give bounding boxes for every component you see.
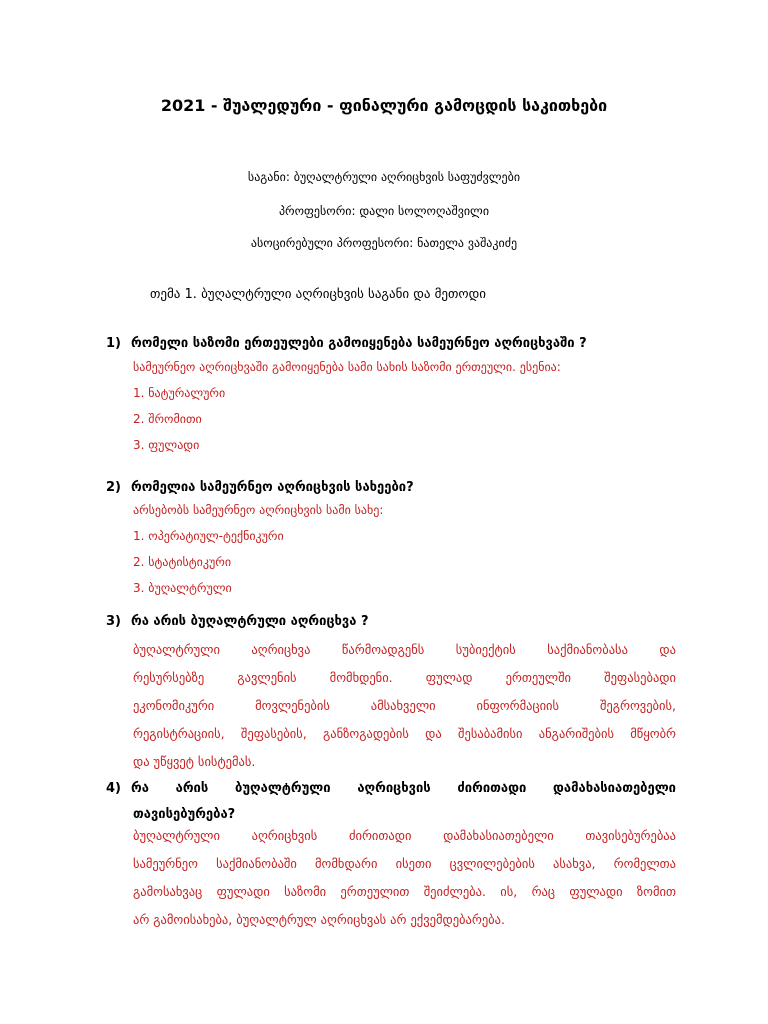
list-item: 2. შრომითი — [133, 412, 202, 426]
answer-line: გამოსახვაც ფულადი საზომი ერთეულით შეიძლება. ის, რაც ფულადი ზომით — [133, 884, 676, 899]
answer-intro: არსებობს სამეურნეო აღრიცხვის სამი სახე: — [133, 503, 384, 517]
answer-1 — [133, 354, 561, 458]
question-3 — [106, 614, 369, 629]
list-item: 1. ნატურალური — [133, 386, 226, 400]
answer-line: სამეურნეო საქმიანობაში მომხდარი ისეთი ცვლილებების ასახვა, რომელთა — [133, 856, 676, 871]
answer-line: ბუღალტრული აღრიცხვის ძირითადი დამახასიათებელი თავისებურებაა — [133, 828, 676, 843]
question-text: რა არის ბუღალტრული აღრიცხვის ძირითადი დამახასიათებელი — [131, 781, 676, 796]
answer-line: და უწყვეტ სისტემას. — [133, 754, 256, 769]
question-text: რომელია სამეურნეო აღრიცხვის სახეები? — [131, 480, 414, 495]
list-item: 2. სტატისტიკური — [133, 555, 232, 569]
question-text: რომელი საზომი ერთეულები გამოიყენება სამეურნეო აღრიცხვაში ? — [131, 336, 587, 351]
answer-2 — [133, 497, 383, 601]
question-number: 1) — [106, 336, 121, 351]
professor-line: პროფესორი: დალი სოლოღაშვილი — [278, 204, 490, 218]
list-item: 1. ოპერატიულ-ტექნიკური — [133, 529, 284, 543]
question-1 — [106, 336, 587, 351]
answer-line: არ გამოისახება, ბუღალტრულ აღრიცხვას არ ექვემდებარება. — [133, 912, 505, 927]
page-title: 2021 - შუალედური - ფინალური გამოცდის საკითხები — [160, 96, 608, 115]
question-text-continued: თავისებურება? — [133, 807, 236, 822]
list-item: 3. ბუღალტრული — [133, 581, 232, 595]
question-number: 2) — [106, 480, 121, 495]
answer-4 — [133, 822, 676, 934]
question-text: რა არის ბუღალტრული აღრიცხვა ? — [131, 614, 369, 629]
question-2 — [106, 480, 414, 495]
question-number: 3) — [106, 614, 121, 629]
associate-professor-line: ასოცირებული პროფესორი: ნათელა ვაშაკიძე — [250, 236, 518, 250]
list-item: 3. ფულადი — [133, 438, 200, 452]
question-4 — [106, 776, 676, 828]
answer-3 — [133, 636, 676, 776]
answer-line: რეგისტრაციის, შეფასების, განზოგადების და შესაბამისი ანგარიშების მწყობრ — [133, 726, 676, 741]
theme-heading: თემა 1. ბუღალტრული აღრიცხვის საგანი და მეთოდი — [150, 287, 486, 302]
answer-line: ბუღალტრული აღრიცხვა წარმოადგენს სუბიექტის საქმიანობასა და — [133, 642, 676, 657]
subject-line: საგანი: ბუღალტრული აღრიცხვის საფუძვლები — [247, 170, 521, 184]
answer-line: ეკონომიკური მოვლენების ამსახველი ინფორმაციის შეგროვების, — [133, 698, 676, 713]
answer-intro: სამეურნეო აღრიცხვაში გამოიყენება სამი სახის საზომი ერთეული. ესენია: — [133, 360, 561, 374]
answer-line: რესურსებზე გავლენის მომხდენი. ფულად ერთეულში შეფასებადი — [133, 670, 676, 685]
question-number: 4) — [106, 781, 121, 796]
